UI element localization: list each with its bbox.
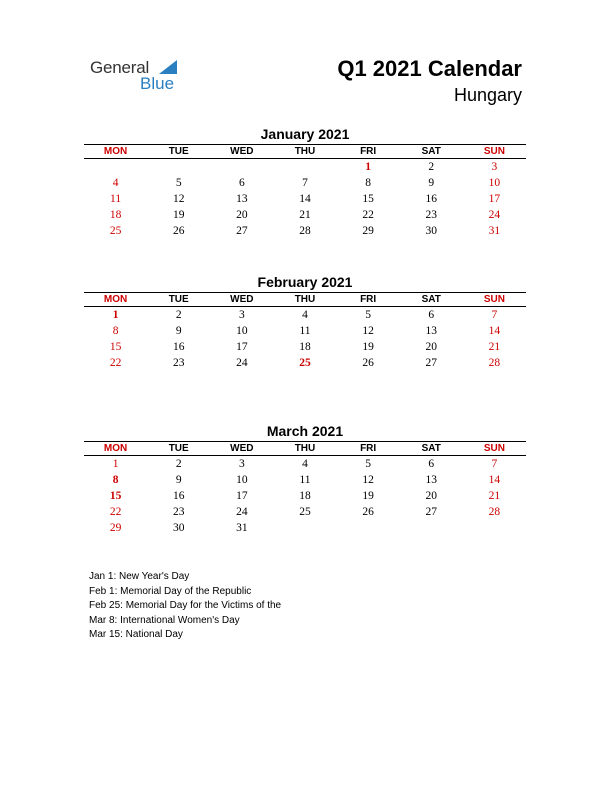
day-cell (147, 159, 210, 176)
day-cell: 6 (238, 177, 245, 189)
calendar-grid (84, 441, 526, 536)
day-cell: 3 (491, 161, 498, 173)
day-cell: 17 (236, 490, 248, 502)
day-cell: 2 (428, 161, 435, 173)
day-cell: 20 (425, 490, 438, 502)
week-row (84, 472, 526, 488)
day-cell: 14 (488, 325, 501, 337)
day-cell: 6 (428, 458, 435, 470)
day-cell: 19 (362, 341, 374, 353)
day-cell: 16 (425, 193, 438, 205)
day-cell: 8 (112, 474, 119, 486)
day-cell: 1 (112, 458, 119, 470)
day-cell: 28 (299, 225, 311, 237)
weekday-header: FRI (337, 293, 400, 307)
week-row (84, 355, 526, 371)
week-row (84, 191, 526, 207)
day-cell: 12 (362, 474, 374, 486)
day-cell: 17 (488, 193, 501, 205)
weekday-header: MON (84, 293, 147, 307)
day-cell: 14 (299, 193, 311, 205)
day-cell: 16 (172, 490, 185, 502)
week-row (84, 339, 526, 355)
week-row (84, 207, 526, 223)
day-cell: 7 (302, 177, 308, 189)
logo-triangle-icon (159, 60, 177, 74)
day-cell: 5 (365, 309, 371, 321)
day-cell: 26 (172, 225, 185, 237)
day-cell: 3 (238, 458, 245, 470)
weekday-header: SUN (463, 293, 526, 307)
weekday-header: FRI (337, 145, 400, 159)
day-cell: 22 (362, 209, 374, 221)
day-cell: 11 (299, 474, 311, 486)
day-cell: 25 (299, 506, 311, 518)
week-row (84, 520, 526, 536)
day-cell: 27 (425, 357, 438, 369)
logo-general-text: General (90, 58, 150, 77)
weekday-header: WED (210, 145, 273, 159)
week-row (84, 307, 526, 324)
day-cell: 28 (488, 506, 501, 518)
day-cell: 26 (362, 357, 374, 369)
day-cell (400, 520, 463, 536)
day-cell: 13 (425, 325, 438, 337)
calendar-grid (84, 292, 526, 371)
weekday-header: WED (210, 442, 273, 456)
day-cell: 12 (172, 193, 185, 205)
weekday-header: SAT (400, 145, 463, 159)
day-cell (337, 520, 400, 536)
day-cell: 19 (172, 209, 185, 221)
day-cell: 20 (236, 209, 248, 221)
week-row (84, 456, 526, 473)
month-february (84, 272, 526, 371)
day-cell: 4 (302, 458, 308, 470)
day-cell: 15 (109, 341, 122, 353)
day-cell: 27 (236, 225, 248, 237)
day-cell: 18 (299, 341, 311, 353)
day-cell: 7 (491, 458, 498, 470)
day-cell: 10 (236, 325, 248, 337)
day-cell: 31 (488, 225, 501, 237)
week-row (84, 159, 526, 176)
day-cell: 24 (236, 357, 248, 369)
weekday-header: FRI (337, 442, 400, 456)
day-cell: 9 (175, 325, 182, 337)
day-cell: 26 (362, 506, 374, 518)
day-cell: 15 (362, 193, 374, 205)
day-cell: 14 (488, 474, 501, 486)
week-row (84, 175, 526, 191)
holiday-item: Feb 1: Memorial Day of the Republic (89, 585, 252, 597)
day-cell: 7 (491, 309, 498, 321)
day-cell: 4 (302, 309, 308, 321)
day-cell: 10 (488, 177, 501, 189)
weekday-header: MON (84, 145, 147, 159)
day-cell: 21 (488, 341, 501, 353)
day-cell: 18 (299, 490, 311, 502)
day-cell: 5 (175, 177, 182, 189)
day-cell: 19 (362, 490, 374, 502)
day-cell (210, 159, 273, 176)
day-cell: 13 (236, 193, 248, 205)
week-row (84, 488, 526, 504)
weekday-header: TUE (147, 293, 210, 307)
day-cell: 13 (425, 474, 438, 486)
day-cell: 22 (109, 357, 122, 369)
day-cell: 30 (172, 522, 185, 534)
day-cell: 28 (488, 357, 501, 369)
day-cell: 2 (175, 309, 182, 321)
page-title: Q1 2021 Calendar (337, 56, 522, 81)
weekday-header: THU (273, 293, 336, 307)
weekday-header: TUE (147, 145, 210, 159)
holiday-item: Feb 25: Memorial Day for the Victims of the (89, 600, 282, 611)
month-january (84, 124, 526, 239)
day-cell: 10 (236, 474, 248, 486)
day-cell: 5 (365, 458, 371, 470)
day-cell (463, 520, 526, 536)
day-cell: 8 (112, 325, 119, 337)
day-cell: 29 (362, 225, 374, 237)
day-cell: 23 (172, 506, 185, 518)
month-title: March 2021 (266, 423, 344, 439)
week-row (84, 223, 526, 239)
day-cell: 9 (428, 177, 435, 189)
day-cell: 29 (109, 522, 122, 534)
day-cell: 1 (365, 161, 371, 173)
weekday-header: TUE (147, 442, 210, 456)
day-cell: 23 (172, 357, 185, 369)
week-row (84, 323, 526, 339)
day-cell: 20 (425, 341, 438, 353)
month-title: January 2021 (260, 126, 350, 142)
day-cell: 27 (425, 506, 438, 518)
day-cell: 30 (425, 225, 438, 237)
weekday-header: WED (210, 293, 273, 307)
month-march (84, 421, 526, 536)
day-cell (273, 520, 336, 536)
month-title: February 2021 (257, 274, 353, 290)
day-cell (273, 159, 336, 176)
holiday-list (89, 570, 281, 643)
day-cell: 24 (488, 209, 501, 221)
day-cell: 25 (109, 225, 122, 237)
calendar-grid (84, 144, 526, 239)
day-cell: 4 (112, 177, 119, 189)
day-cell: 9 (175, 474, 182, 486)
weekday-header: SAT (400, 442, 463, 456)
day-cell: 16 (172, 341, 185, 353)
day-cell: 6 (428, 309, 435, 321)
brand-logo (90, 58, 190, 94)
day-cell: 11 (299, 325, 311, 337)
day-cell: 25 (299, 357, 311, 369)
weekday-header: SUN (463, 145, 526, 159)
day-cell: 21 (299, 209, 311, 221)
day-cell: 1 (112, 309, 119, 321)
holiday-item: Mar 15: National Day (89, 629, 183, 640)
weekday-header: THU (273, 145, 336, 159)
day-cell: 18 (109, 209, 122, 221)
day-cell: 8 (365, 177, 371, 189)
day-cell: 3 (238, 309, 245, 321)
weekday-header: THU (273, 442, 336, 456)
weekday-header: SAT (400, 293, 463, 307)
day-cell: 22 (109, 506, 122, 518)
day-cell: 17 (236, 341, 248, 353)
day-cell: 24 (236, 506, 248, 518)
day-cell: 2 (175, 458, 182, 470)
day-cell: 31 (236, 522, 248, 534)
day-cell: 23 (425, 209, 438, 221)
weekday-header: MON (84, 442, 147, 456)
day-cell: 15 (109, 490, 122, 502)
week-row (84, 504, 526, 520)
country-name: Hungary (453, 85, 522, 105)
day-cell: 21 (488, 490, 501, 502)
day-cell: 12 (362, 325, 374, 337)
holiday-item: Mar 8: International Women's Day (89, 614, 240, 626)
day-cell: 11 (110, 193, 122, 205)
holiday-item: Jan 1: New Year's Day (89, 571, 190, 582)
day-cell (84, 159, 147, 176)
weekday-header: SUN (463, 442, 526, 456)
logo-blue-text: Blue (140, 74, 175, 93)
